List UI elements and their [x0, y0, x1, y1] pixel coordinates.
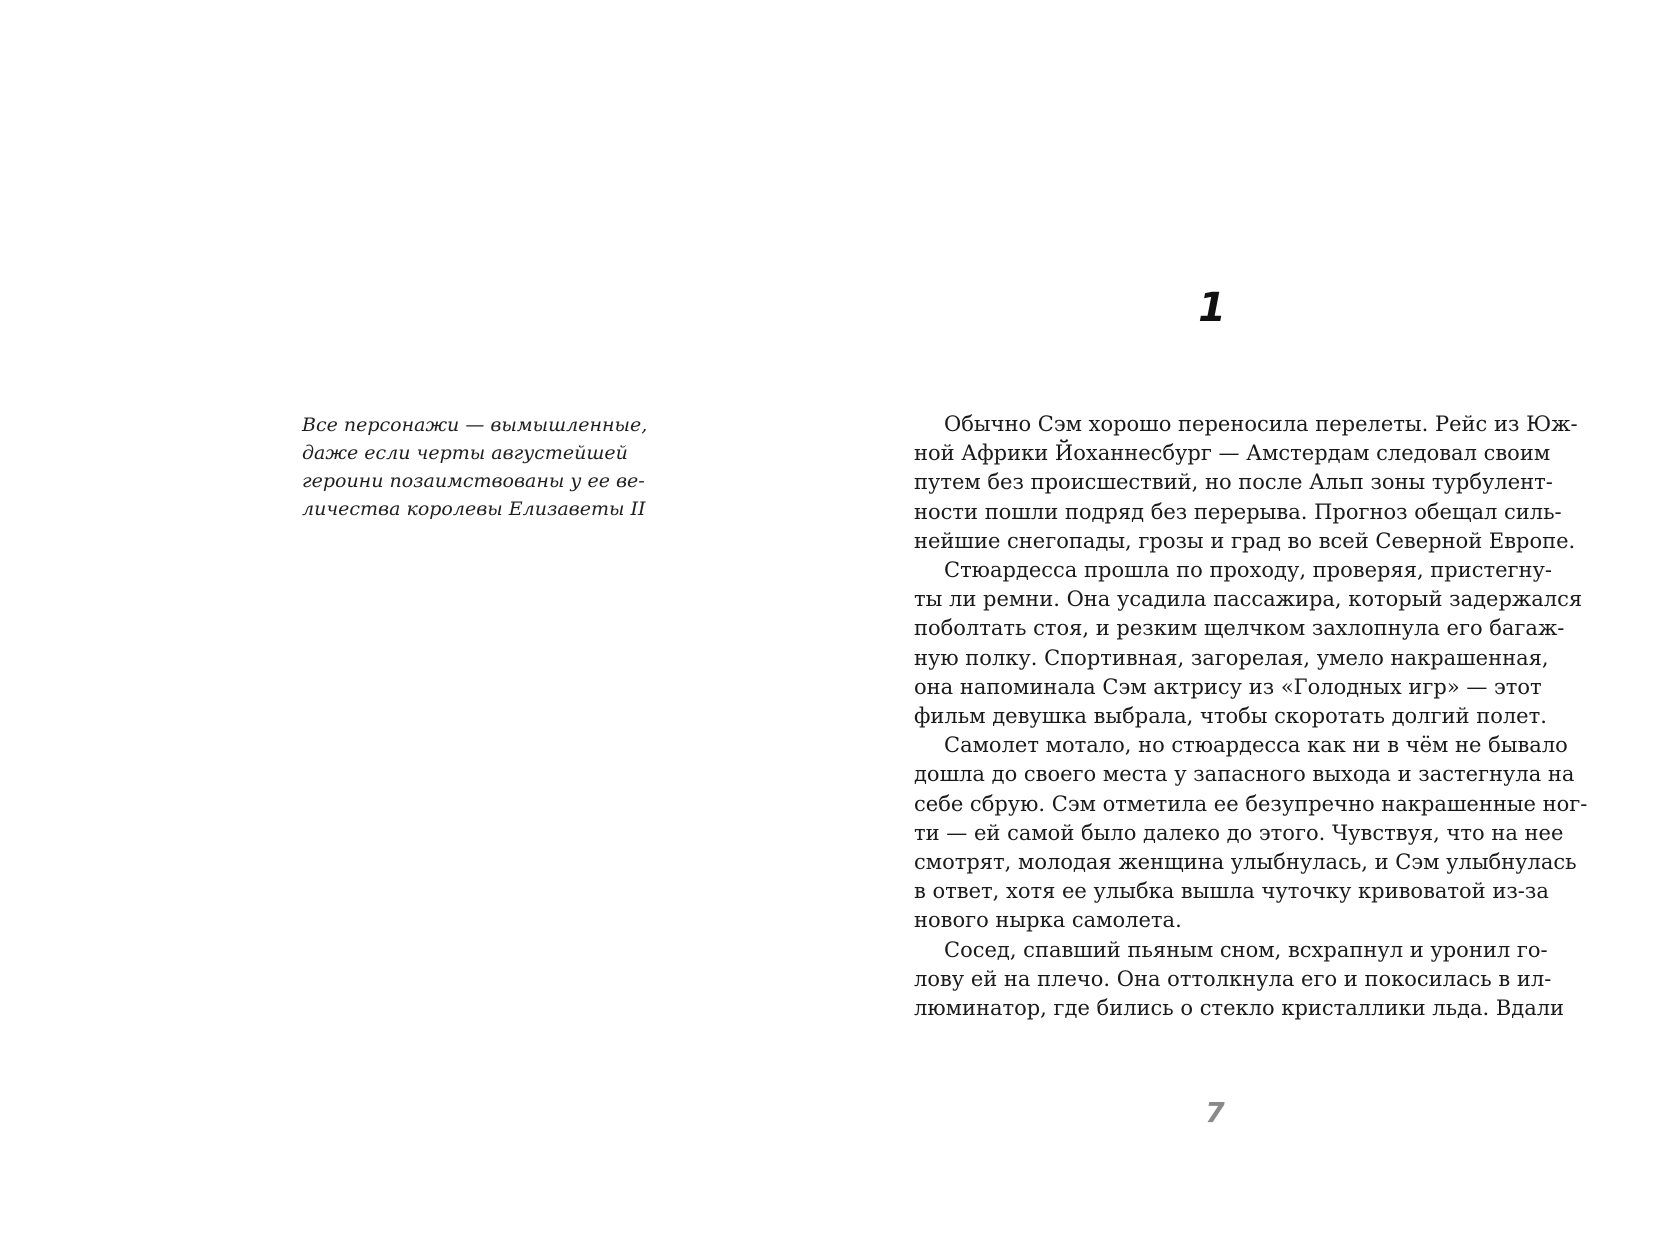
- body-line: в ответ, хотя ее улыбка вышла чуточку кривоватой из-за: [914, 879, 1549, 904]
- body-line: Самолет мотало, но стюардесса как ни в чём не бывало: [944, 733, 1568, 758]
- body-line: себе сбрую. Сэм отметила ее безупречно накрашенные ног-: [914, 791, 1588, 816]
- page-number: 7: [1205, 1096, 1225, 1129]
- body-line: лову ей на плечо. Она оттолкнула его и покосилась в ил-: [914, 966, 1552, 991]
- disclaimer-line: Все персонажи — вымышленные,: [302, 414, 648, 436]
- chapter-number: 1: [1198, 285, 1226, 331]
- chapter-body-text: [914, 410, 1588, 1023]
- disclaimer-line: личества королевы Елизаветы II: [302, 498, 646, 520]
- body-line: фильм девушка выбрала, чтобы скоротать долгий полет.: [914, 704, 1547, 729]
- body-line: путем без происшествий, но после Альп зоны турбулент-: [914, 470, 1553, 495]
- body-line: нового нырка самолета.: [914, 908, 1182, 933]
- body-line: люминатор, где бились о стекло кристаллики льда. Вдали: [914, 996, 1565, 1021]
- body-line: нейшие снегопады, грозы и град во всей Северной Европе.: [914, 528, 1576, 553]
- body-line: Стюардесса прошла по проходу, проверяя, пристегну-: [944, 558, 1552, 583]
- body-line: Сосед, спавший пьяным сном, всхрапнул и уронил го-: [944, 937, 1548, 962]
- body-line: поболтать стоя, и резким щелчком захлопнула его багаж-: [914, 616, 1565, 641]
- disclaimer-line: даже если черты августейшей: [302, 442, 628, 464]
- body-line: ности пошли подряд без перерыва. Прогноз обещал силь-: [914, 499, 1562, 524]
- body-line: смотрят, молодая женщина улыбнулась, и Сэм улыбнулась: [914, 850, 1577, 875]
- body-line: ты ли ремни. Она усадила пассажира, который задержался: [914, 587, 1583, 612]
- body-line: ной Африки Йоханнесбург — Амстердам следовал своим: [914, 441, 1551, 466]
- disclaimer-line: героини позаимствованы у ее ве-: [302, 470, 645, 492]
- body-line: она напоминала Сэм актрису из «Голодных игр» — этот: [914, 674, 1542, 699]
- body-line: дошла до своего места у запасного выхода и застегнула на: [914, 762, 1575, 787]
- disclaimer-note: [302, 411, 648, 523]
- body-line: Обычно Сэм хорошо переносила перелеты. Рейс из Юж-: [944, 412, 1578, 436]
- body-line: ти — ей самой было далеко до этого. Чувствуя, что на нее: [914, 820, 1564, 845]
- body-line: ную полку. Спортивная, загорелая, умело накрашенная,: [914, 645, 1549, 670]
